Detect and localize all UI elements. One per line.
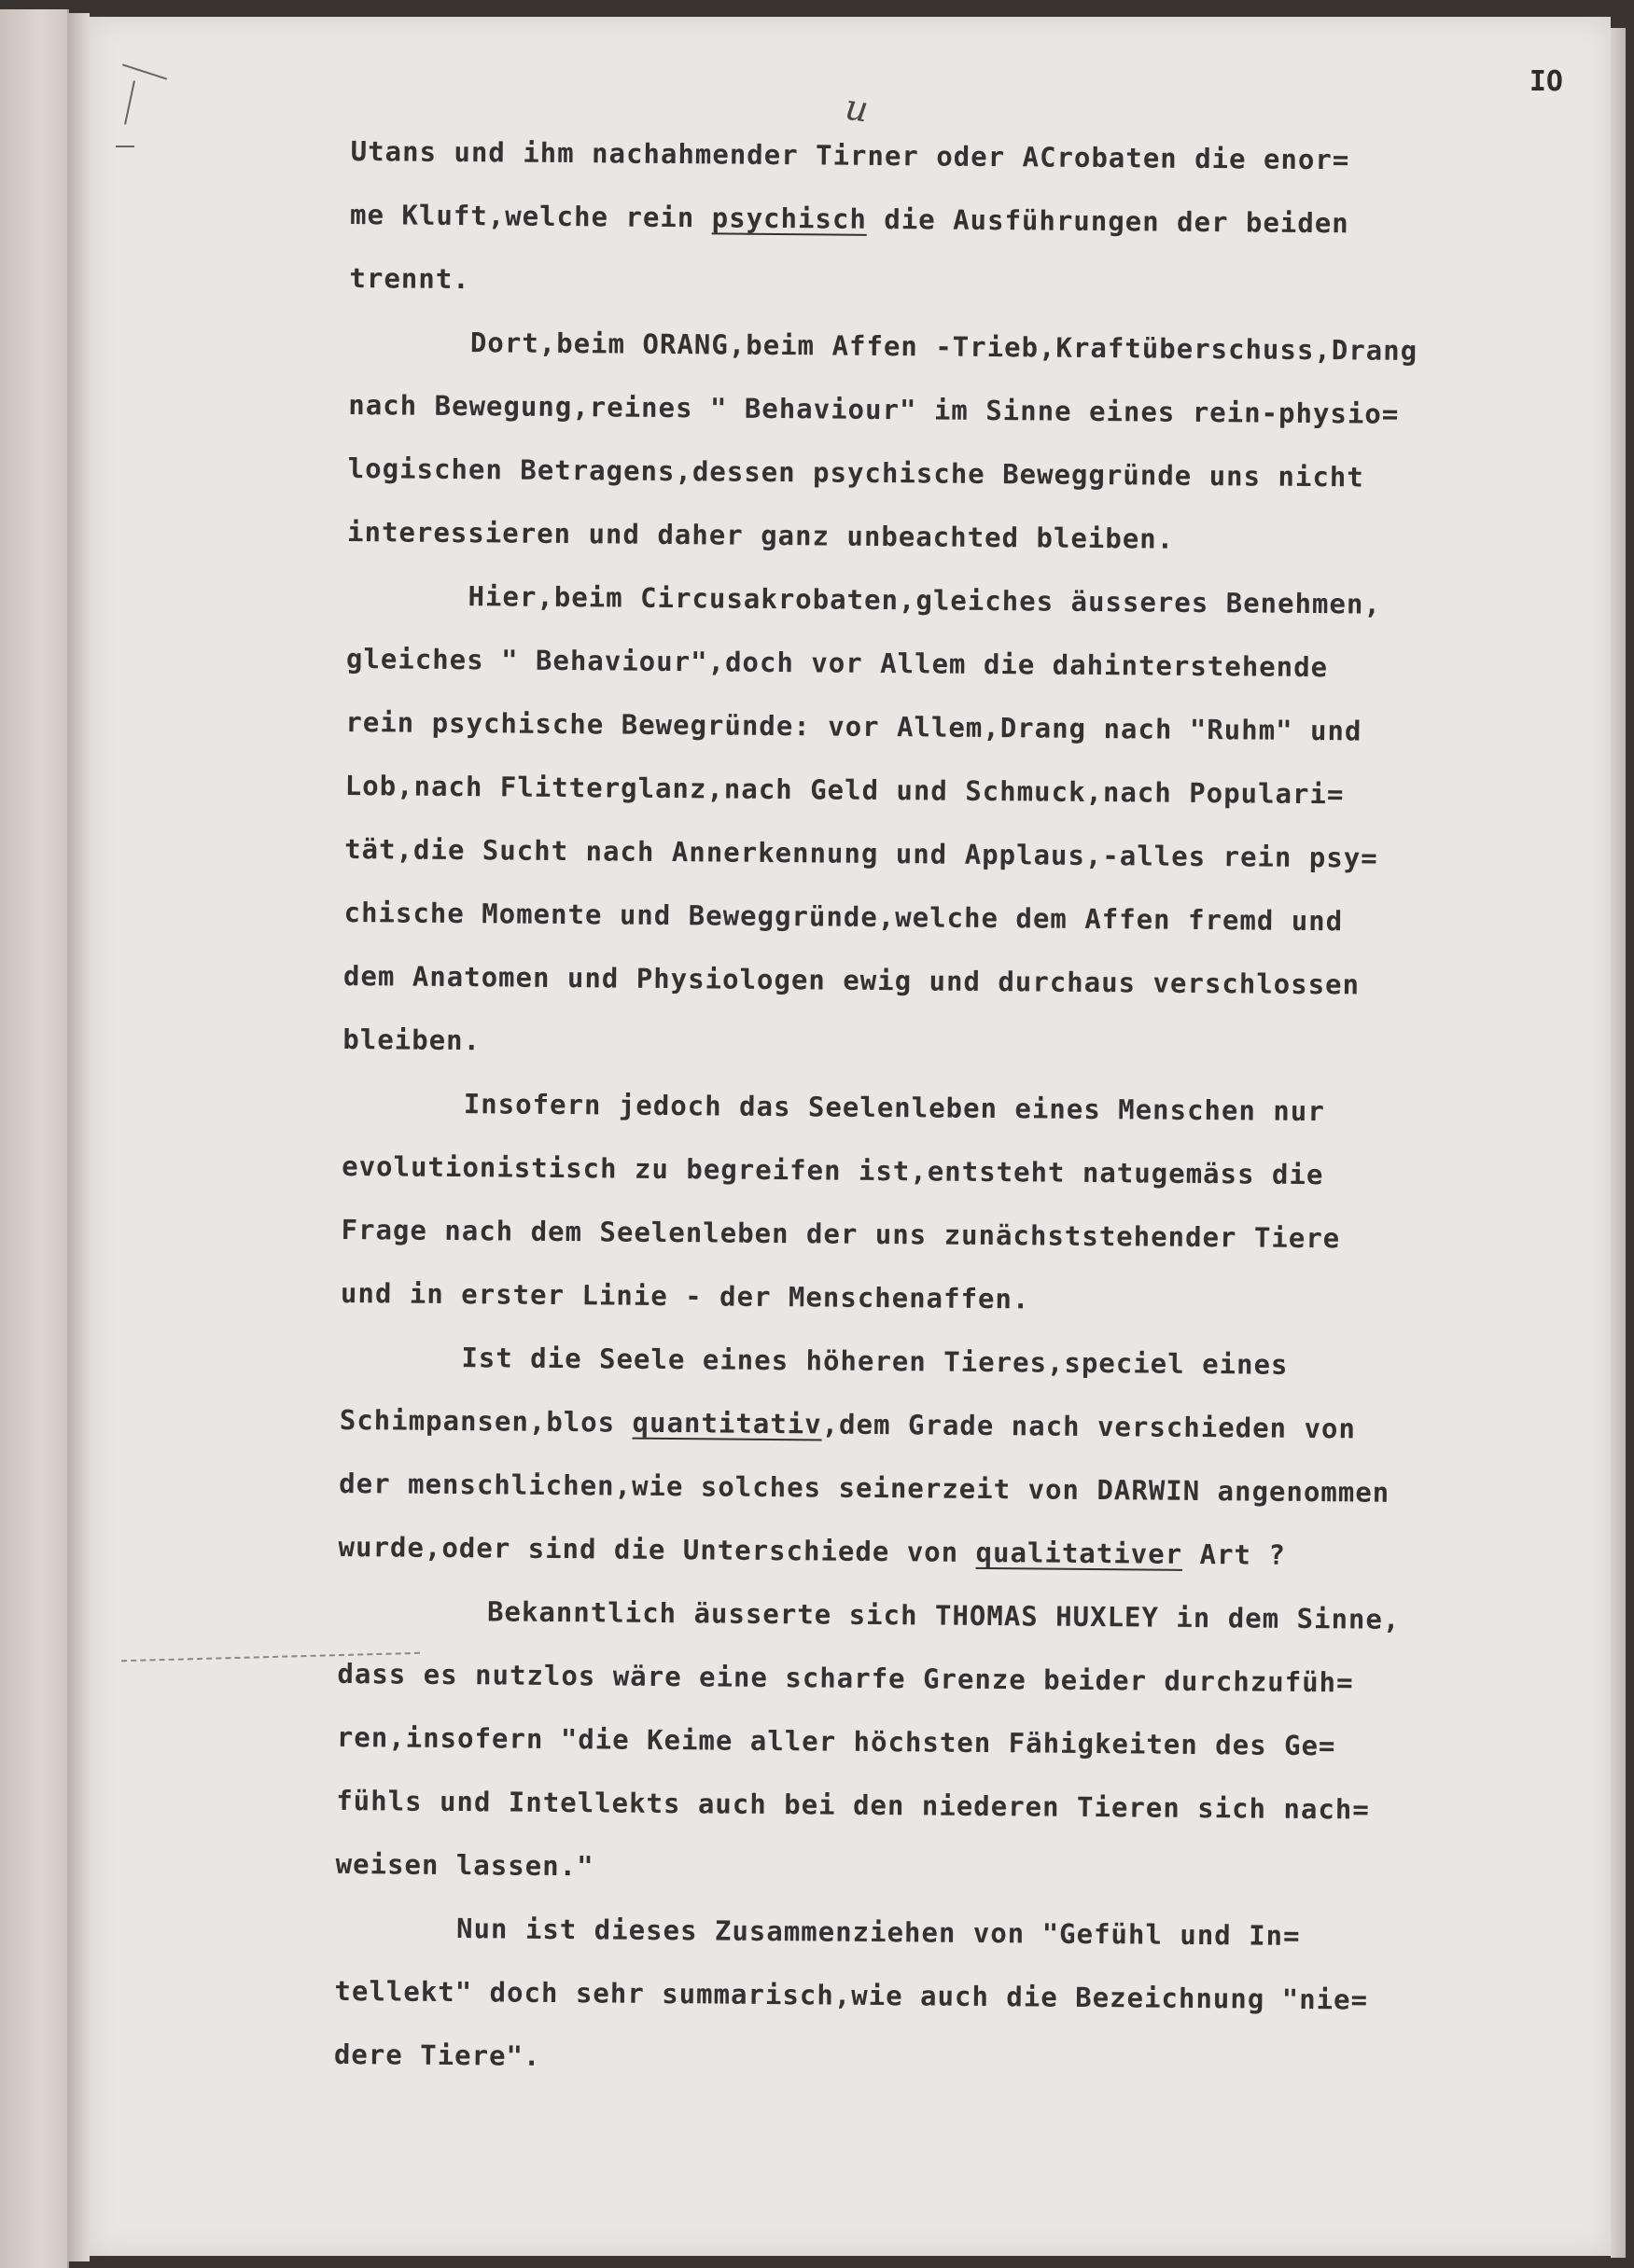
pencil-mark	[116, 146, 134, 147]
text-segment: Lob,nach Flitterglanz,nach Geld und Schmuck,nach Populari=	[344, 769, 1345, 811]
text-line	[350, 183, 1592, 257]
text-segment: rein psychische Bewegründe: vor Allem,Drang nach "Ruhm" und	[345, 705, 1362, 747]
text-segment: dass es nutzlos wäre eine scharfe Grenze beider durchzufüh=	[337, 1657, 1354, 1699]
text-line	[338, 1579, 1580, 1653]
text-segment: nach Bewegung,reines " Behaviour" im Sinne eines rein-physio=	[348, 388, 1400, 430]
text-segment: die Ausführungen der beiden	[866, 202, 1349, 240]
text-segment: dem Anatomen und Physiologen ewig und durchaus verschlossen	[342, 959, 1361, 1001]
body-text	[334, 119, 1592, 2097]
text-line	[347, 500, 1589, 575]
text-segment: chische Momente und Beweggründe,welche dem Affen fremd und	[343, 896, 1344, 938]
text-line	[340, 1388, 1582, 1463]
handwritten-correction: u	[843, 86, 872, 131]
text-segment: Nun ist dieses Zusammenziehen von "Gefühl und In=	[455, 1913, 1301, 1952]
text-line	[337, 1705, 1579, 1780]
text-segment: interessieren und daher ganz unbeachted bleiben.	[346, 515, 1175, 555]
text-segment: bleiben.	[342, 1023, 482, 1057]
binding-shadow	[67, 13, 90, 2261]
text-line	[337, 1642, 1579, 1717]
text-line	[334, 2023, 1576, 2097]
text-segment: weisen lassen."	[335, 1847, 594, 1883]
text-segment: fühls und Intellekts auch bei den niederen Tieren sich nach=	[336, 1784, 1370, 1826]
text-segment: Hier,beim Circusakrobaten,gleiches äusseres Benehmen,	[468, 580, 1382, 620]
text-line	[344, 817, 1586, 892]
text-segment: Dort,beim ORANG,beim Affen -Trieb,Kraftüberschuss,Drang	[469, 327, 1418, 367]
text-line	[339, 1452, 1581, 1526]
text-line	[346, 627, 1588, 702]
text-line	[348, 373, 1590, 448]
text-line	[350, 119, 1592, 194]
text-line	[334, 1959, 1576, 2034]
text-line	[342, 1134, 1584, 1209]
text-line	[340, 1325, 1582, 1399]
text-line	[349, 310, 1591, 384]
text-segment: Frage nach dem Seelenleben der uns zunächststehender Tiere	[341, 1213, 1341, 1255]
text-line	[346, 564, 1588, 638]
text-segment: Schimpansen,blos	[339, 1403, 633, 1439]
text-line	[336, 1769, 1578, 1844]
text-line	[343, 944, 1585, 1019]
text-segment: der menschlichen,wie solches seinerzeit von DARWIN angenommen	[339, 1467, 1390, 1509]
text-line	[341, 1198, 1583, 1273]
text-line	[335, 1832, 1577, 1907]
page-number: IO	[1529, 65, 1563, 98]
text-segment: Art ?	[1181, 1538, 1287, 1571]
text-line	[347, 437, 1589, 511]
text-line	[345, 690, 1587, 765]
text-segment: me Kluft,welche rein	[349, 198, 712, 234]
underlined-word: quantitativ	[632, 1406, 822, 1440]
text-segment: tät,die Sucht nach Annerkennung und Applaus,-alles rein psy=	[344, 832, 1378, 874]
text-segment: dere Tiere".	[333, 2038, 541, 2072]
text-line	[338, 1515, 1580, 1590]
text-segment: Utans und ihm nachahmender Tirner oder ACrobaten die enor=	[350, 134, 1350, 176]
text-segment: tellekt" doch sehr summarisch,wie auch die Bezeichnung "nie=	[334, 1974, 1369, 2016]
text-segment: wurde,oder sind die Unterschiede von	[338, 1530, 976, 1568]
text-segment: gleiches " Behaviour",doch vor Allem die dahinterstehende	[345, 642, 1329, 684]
underlined-word: qualitativer	[975, 1536, 1183, 1570]
underlined-word: psychisch	[711, 202, 868, 235]
text-line	[342, 1008, 1585, 1082]
text-line	[335, 1896, 1577, 1970]
text-segment: evolutionistisch zu begreifen ist,entsteht natugemäss die	[342, 1149, 1324, 1191]
text-segment: ren,insofern "die Keime aller höchsten Fähigkeiten des Ge=	[336, 1720, 1336, 1762]
text-line	[342, 1071, 1585, 1146]
text-line	[349, 246, 1591, 321]
text-segment: Insofern jedoch das Seelenleben eines Menschen nur	[463, 1088, 1325, 1128]
text-segment: und in erster Linie - der Menschenaffen.	[340, 1276, 1030, 1315]
text-segment: Ist die Seele eines höheren Tieres,speciel eines	[461, 1342, 1289, 1381]
page-edge-right	[1611, 28, 1626, 2258]
text-segment: logischen Betragens,dessen psychische Beweggründe uns nicht	[347, 452, 1364, 494]
text-line	[343, 881, 1585, 955]
text-segment: ,dem Grade nach verschieden von	[821, 1408, 1357, 1445]
text-line	[344, 754, 1586, 828]
text-segment: Bekanntlich äusserte sich THOMAS HUXLEY in dem Sinne,	[486, 1595, 1401, 1635]
text-line	[341, 1261, 1583, 1336]
text-segment: trennt.	[349, 261, 470, 296]
left-page-edge	[0, 9, 69, 2268]
